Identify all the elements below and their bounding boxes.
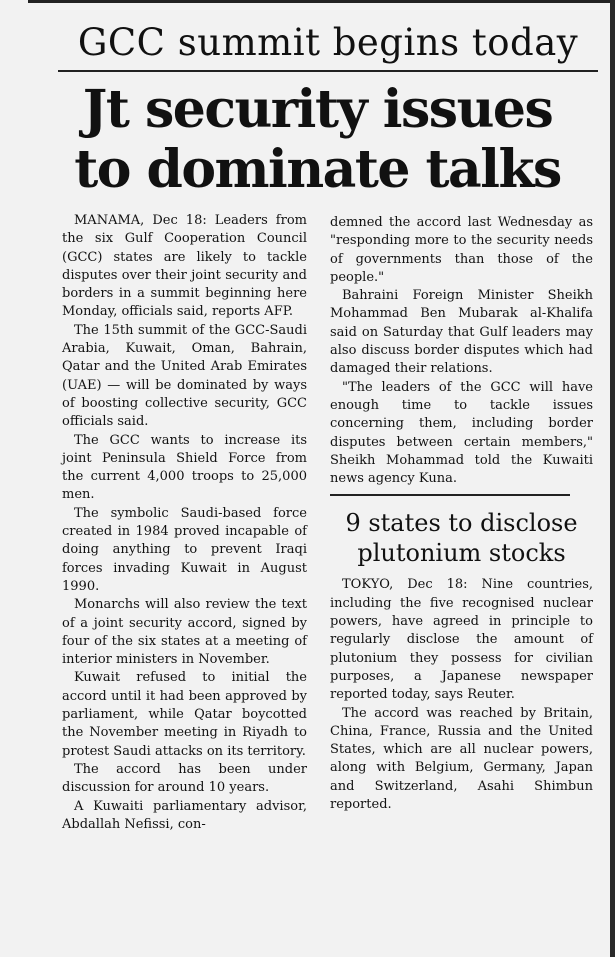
headline-line-2: to dominate talks xyxy=(74,139,561,200)
body-paragraph: demned the accord last Wednesday as "responding more to the security needs of governments than those of the people." xyxy=(330,215,593,285)
body-paragraph: The accord has been under discussion for around 10 years. xyxy=(62,761,307,796)
article-divider xyxy=(330,494,570,496)
body-paragraph: The 15th summit of the GCC-Saudi Arabia, Kuwait, Oman, Bahrain, Qatar and the United Arab Emirates (UAE) — will be dominated by ways of boosting collective security, GCC officials said. xyxy=(62,322,307,430)
headline-line-1: Jt security issues xyxy=(82,79,553,140)
page-edge xyxy=(610,0,615,957)
body-paragraph: "The leaders of the GCC will have enough time to tackle issues concerning them, including border disputes between certain members," Sheikh Mohammad told the Kuwaiti news agency Kuna. xyxy=(330,379,593,487)
kicker-headline: GCC summit begins today xyxy=(77,21,579,64)
body-paragraph: Monarchs will also review the text of a joint security accord, signed by four of the six states at a meeting of interior ministers in November. xyxy=(62,597,307,668)
body-paragraph: The GCC wants to increase its joint Peninsula Shield Force from the current 4,000 troops to 25,000 men. xyxy=(62,432,307,503)
body-paragraph: The symbolic Saudi-based force created in 1984 proved incapable of doing anything to prevent Iraqi forces invading Kuwait in August 1990. xyxy=(62,505,307,594)
main-headline xyxy=(30,80,605,200)
left-column xyxy=(62,212,307,834)
body-paragraph: The accord was reached by Britain, China, France, Russia and the United States, which are all nuclear powers, along with Belgium, Germany, Japan and Switzerland, Asahi Shimbun reported. xyxy=(330,705,593,813)
body-paragraph: MANAMA, Dec 18: Leaders from the six Gulf Cooperation Council (GCC) states are likely to tackle disputes over their joint security and borders in a summit beginning here Monday, officials said, reports AFP. xyxy=(62,213,307,320)
kicker-rule xyxy=(58,70,598,72)
right-column xyxy=(330,214,593,814)
body-paragraph: Bahraini Foreign Minister Sheikh Mohammad Ben Mubarak al-Khalifa said on Saturday that Gulf leaders may also discuss border disputes which had damaged their relations. xyxy=(330,288,593,377)
second-article-headline: 9 states to disclose plutonium stocks xyxy=(345,509,578,568)
body-paragraph: Kuwait refused to initial the accord until it had been approved by parliament, while Qatar boycotted the November meeting in Riyadh to protest Saudi attacks on its territory. xyxy=(62,670,307,759)
body-paragraph: A Kuwaiti parliamentary advisor, Abdallah Nefissi, con- xyxy=(62,798,307,832)
top-rule xyxy=(28,0,615,3)
body-paragraph: TOKYO, Dec 18: Nine countries, including the five recognised nuclear powers, have agreed in principle to regularly disclose the amount of plutonium they possess for civilian purposes, a Japanese newspaper reported today, says Reuter. xyxy=(330,577,593,703)
